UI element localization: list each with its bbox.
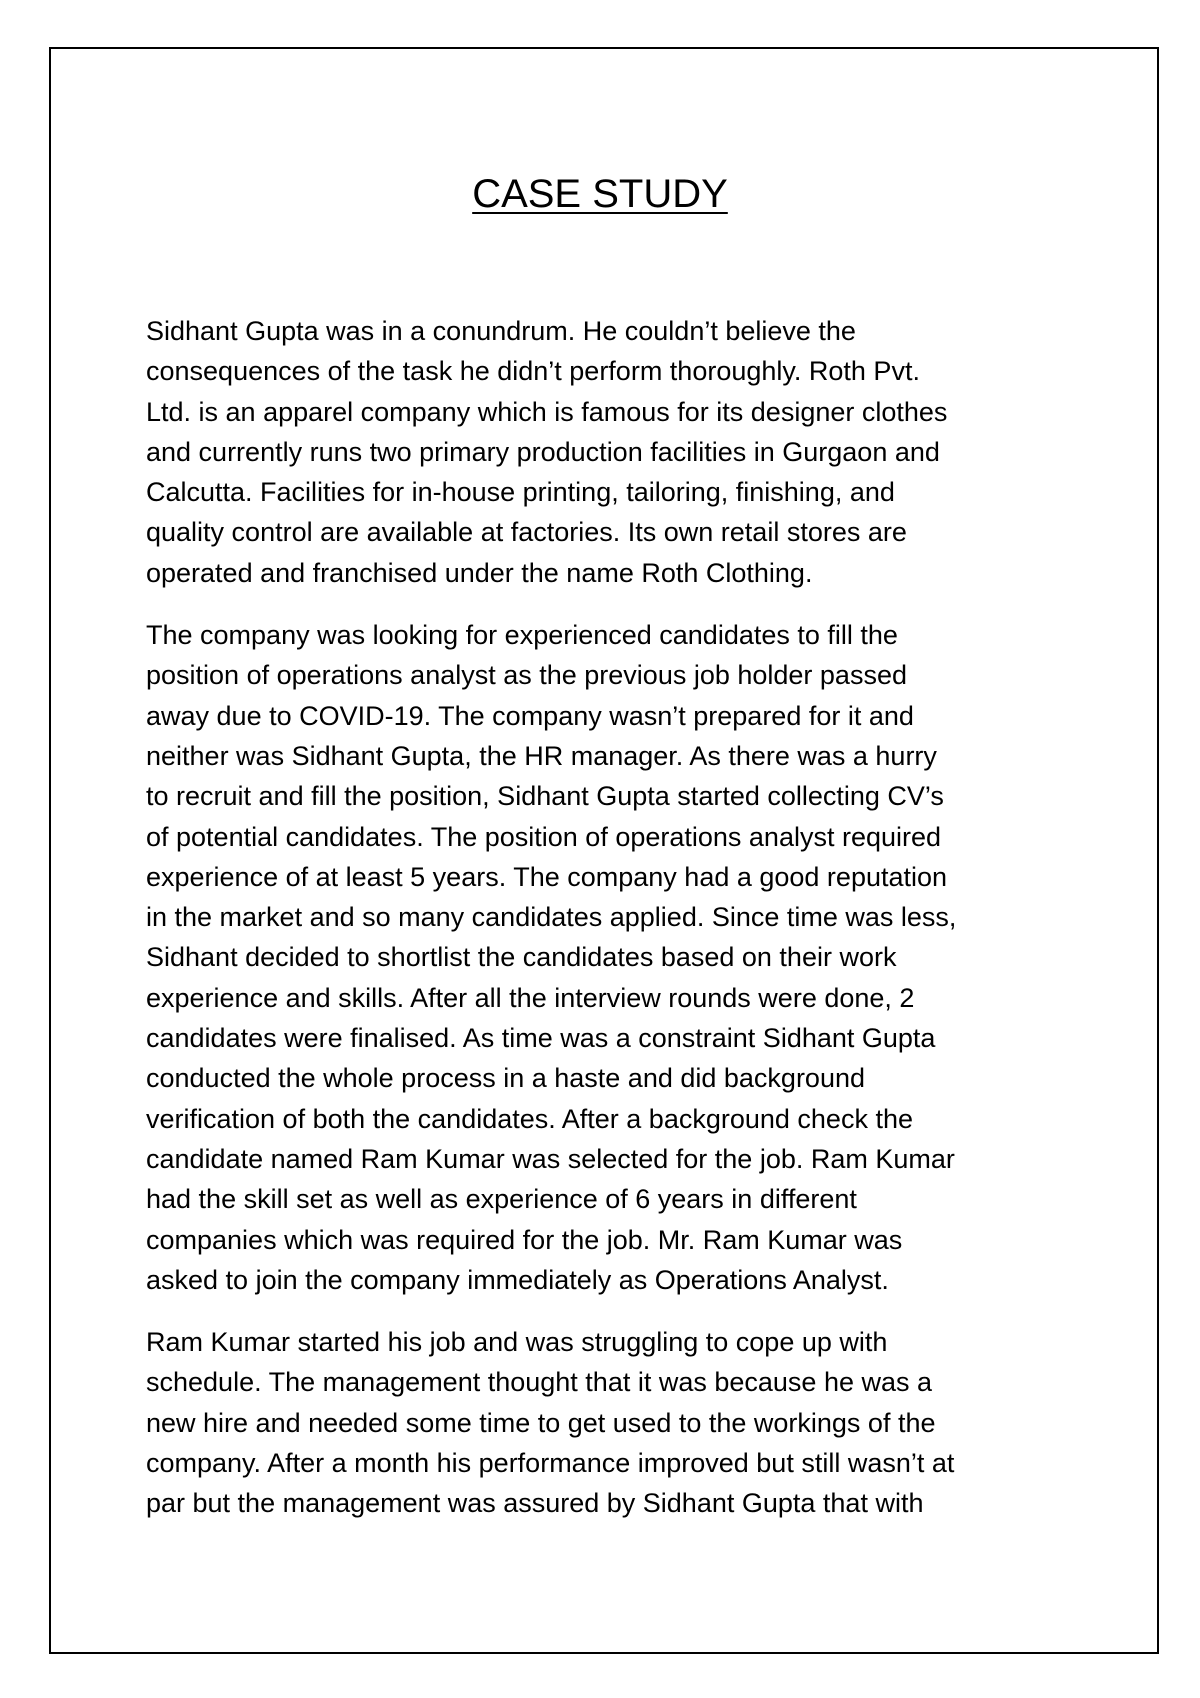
text-line: company. After a month his performance improved but still wasn’t at xyxy=(146,1448,955,1479)
text-line: The company was looking for experienced candidates to fill the xyxy=(146,620,898,651)
text-line: Ltd. is an apparel company which is famous for its designer clothes xyxy=(146,396,948,427)
text-line: Ram Kumar started his job and was struggling to cope up with xyxy=(146,1327,888,1358)
text-line: to recruit and fill the position, Sidhant Gupta started collecting CV’s xyxy=(146,781,944,812)
paragraph-2 xyxy=(146,615,1066,1300)
text-line: verification of both the candidates. After a background check the xyxy=(146,1103,913,1134)
text-line: operated and franchised under the name Roth Clothing. xyxy=(146,557,813,588)
text-line: candidate named Ram Kumar was selected for the job. Ram Kumar xyxy=(146,1143,955,1174)
text-line: of potential candidates. The position of operations analyst required xyxy=(146,821,942,852)
text-line: away due to COVID-19. The company wasn’t prepared for it and xyxy=(146,700,914,731)
text-line: and currently runs two primary production facilities in Gurgaon and xyxy=(146,436,940,467)
text-line: conducted the whole process in a haste and did background xyxy=(146,1063,865,1094)
text-line: par but the management was assured by Sidhant Gupta that with xyxy=(146,1488,924,1519)
text-line: new hire and needed some time to get used to the workings of the xyxy=(146,1407,936,1438)
text-line: position of operations analyst as the previous job holder passed xyxy=(146,660,907,691)
text-line: Calcutta. Facilities for in-house printing, tailoring, finishing, and xyxy=(146,477,895,508)
document-body xyxy=(146,311,1066,1546)
text-line: in the market and so many candidates applied. Since time was less, xyxy=(146,902,957,933)
paragraph-3 xyxy=(146,1322,1066,1523)
text-line: experience and skills. After all the interview rounds were done, 2 xyxy=(146,982,915,1013)
text-line: had the skill set as well as experience of 6 years in different xyxy=(146,1184,857,1215)
paragraph-1 xyxy=(146,311,1066,593)
text-line: neither was Sidhant Gupta, the HR manager. As there was a hurry xyxy=(146,740,937,771)
text-line: quality control are available at factories. Its own retail stores are xyxy=(146,517,907,548)
text-line: companies which was required for the job. Mr. Ram Kumar was xyxy=(146,1224,903,1255)
page-title: CASE STUDY xyxy=(472,172,728,216)
text-line: candidates were finalised. As time was a constraint Sidhant Gupta xyxy=(146,1023,936,1054)
text-line: consequences of the task he didn’t perform thoroughly. Roth Pvt. xyxy=(146,356,920,387)
text-line: asked to join the company immediately as Operations Analyst. xyxy=(146,1264,889,1295)
text-line: Sidhant Gupta was in a conundrum. He couldn’t believe the xyxy=(146,316,856,346)
text-line: schedule. The management thought that it was because he was a xyxy=(146,1367,933,1398)
text-line: experience of at least 5 years. The company had a good reputation xyxy=(146,861,948,892)
text-line: Sidhant decided to shortlist the candidates based on their work xyxy=(146,942,897,973)
